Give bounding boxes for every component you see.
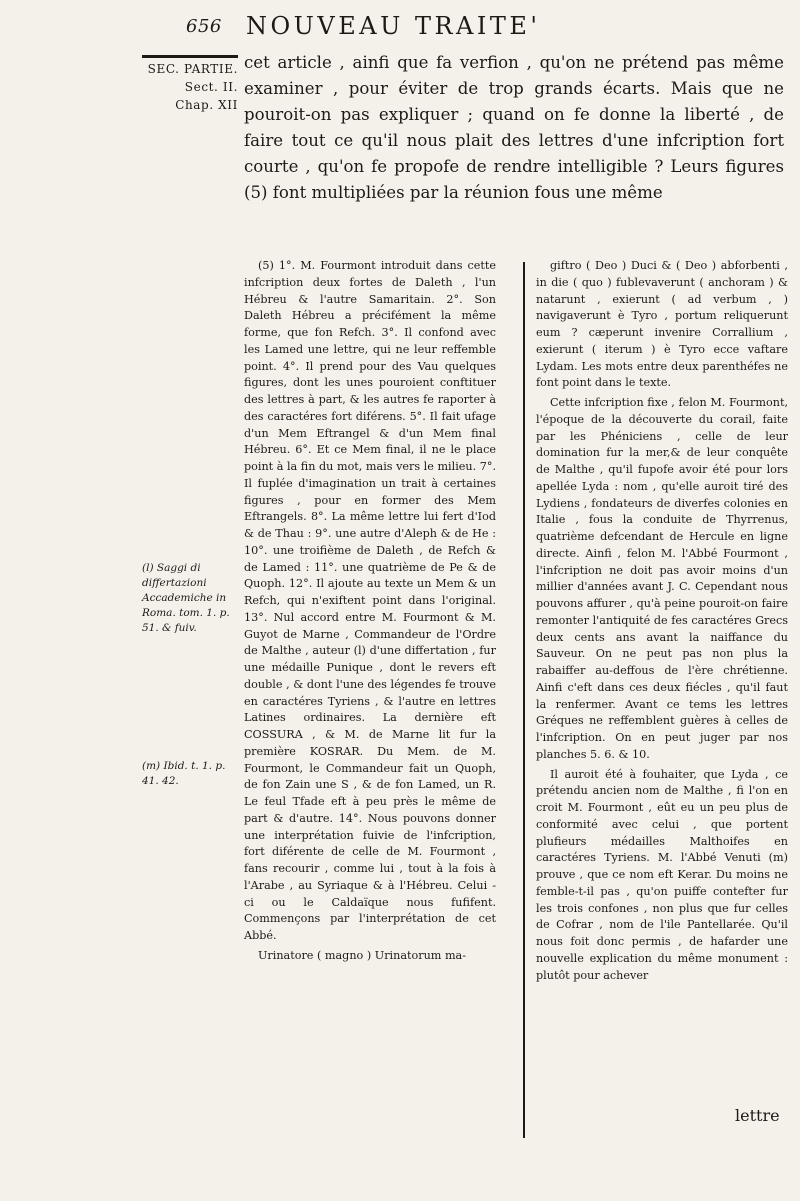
- footnote-paragraph: Urinatore ( magno ) Urinatorum ma-: [258, 948, 467, 962]
- footnote-column-left: [244, 258, 496, 968]
- running-title: NOUVEAU TRAITE': [246, 12, 541, 40]
- main-text: cet article , ainfi que fa verfion , qu'on ne prétend pas même examiner , pour éviter de trop grands écarts. Mais que ne pouroit-on pas expliquer ; quand on fe donne la liberté , de faire tout ce qu'il nous plait des lettres d'une infcription fort courte , qu'on fe propofe de rendre intelligible ? Leurs figures (5) font multipliées par la réunion fous une même: [244, 53, 784, 202]
- margin-note-m: (m) Ibid. t. 1. p. 41. 42.: [142, 760, 226, 787]
- footnote-paragraph: Cette infcription fixe , felon M. Fourmont, l'époque de la découverte du corail, faite par les Phéniciens , celle de leur domination fur la mer,& de leur conquête de Malthe , qu'il fupofe avoir été pour lors apellée Lyda : nom , qu'elle auroit tiré des Lydiens , fondateurs de diverfes colonies en Italie , fous la conduite de Thyrrenus, quatrième defcendant de Hercule en ligne directe. Ainfi , felon M. l'Abbé Fourmont , l'infcription ne doit pas avoir moins d'un millier d'années avant J. C. Cependant nous pouvons affurer , qu'à peine pouroit-on faire remonter l'antiquité de fes caractéres Grecs deux cents ans avant la naiffance du Sauveur. On ne peut pas non plus la rabaiffer au-deffous de l'ère chrétienne. Ainfi c'eft dans ces deux fiécles , qu'il faut la renfermer. Avant ce tems les lettres Gréques ne reffemblent guères à celles de l'infcription. On en peut juger par nos planches 5. 6. & 10.: [536, 396, 788, 761]
- section-chap: Chap. XII: [175, 98, 238, 112]
- footnote-column-right: [536, 258, 788, 987]
- catchword: lettre: [735, 1106, 780, 1125]
- page-number: 656: [186, 16, 222, 37]
- section-part: SEC. PARTIE.: [147, 62, 238, 76]
- footnote-paragraph: giftro ( Deo ) Duci & ( Deo ) abforbenti , in die ( quo ) fublevaverunt ( anchoram ) & natarunt , exierunt ( ad verbum , ) navigaverunt è Tyro , portum reliquerunt eum ? cæperunt invenire Corrallium , exierunt ( iterum ) è Tyro ecce vaftare Lydam. Les mots entre deux parenthéfes ne font point dans le texte.: [536, 259, 788, 390]
- header-rule: [142, 55, 238, 58]
- section-sect: Sect. II.: [184, 80, 238, 94]
- footnote-paragraph: Il auroit été à fouhaiter, que Lyda , ce prétendu ancien nom de Malthe , fi l'on en croit M. Fourmont , eût eu un peu plus de conformité avec celui , que portent plufieurs médailles Malthoifes en caractéres Tyriens. M. l'Abbé Venuti (m) prouve , que ce nom eft Kerar. Du moins ne femble-t-il pas , qu'on puiffe contefter fur les trois confones , non plus que fur celles de Cofrar , nom de l'ile Pantellarée. Qu'il nous foit donc permis , de hafarder une nouvelle explication du même monument : plutôt pour achever: [536, 767, 788, 982]
- column-divider: [523, 262, 525, 1138]
- footnote-paragraph: (5) 1°. M. Fourmont introduit dans cette infcription deux fortes de Daleth , l'un Hébreu & l'autre Samaritain. 2°. Son Daleth Hébreu a précifément la même forme, que fon Refch. 3°. Il confond avec les Lamed une lettre, qui ne leur reffemble point. 4°. Il prend pour des Vau quelques figures, dont les unes pouroient conftituer des lettres à part, & les autres fe raporter à des caractéres fort diférens. 5°. Il fait ufage d'un Mem Eftrangel & d'un Mem final Hébreu. 6°. Et ce Mem final, il ne le place point à la fin du mot, mais vers le milieu. 7°. Il fuplée d'imagination un trait à certaines figures , pour en former des Mem Eftrangels. 8°. La même lettre lui fert d'Iod & de Thau : 9°. une autre d'Aleph & de He : 10°. une troifième de Daleth , de Refch & de Lamed : 11°. une quatrième de Pe & de Quoph. 12°. Il ajoute au texte un Mem & un Refch, qui n'exiftent point dans l'original. 13°. Nul accord entre M. Fourmont & M. Guyot de Marne , Commandeur de l'Ordre de Malthe , auteur (l) d'une differtation , fur une médaille Punique , dont le revers eft double , & dont l'une des légendes fe trouve en caractéres Tyriens , & l'autre en lettres Latines ordinaires. La dernière eft COSSURA , & M. de Marne lit fur la première KOSRAR. Du Mem. de M. Fourmont, le Commandeur fait un Quoph, de fon Zain une S , & de fon Lamed, un R. Le feul Tfade eft à peu près le même de part & d'autre. 14°. Nous pouvons donner une interprétation fuivie de l'infcription, fort diférente de celle de M. Fourmont , fans recourir , comme lui , tout à la fois à l'Arabe , au Syriaque & à l'Hébreu. Celui - ci ou le Caldaïque nous fufifent. Commençons par l'interprétation de cet Abbé.: [244, 259, 496, 942]
- section-marker: [138, 55, 238, 114]
- margin-note-l: (l) Saggi di differtazioni Accademiche in Roma. tom. 1. p. 51. & fuiv.: [142, 562, 230, 634]
